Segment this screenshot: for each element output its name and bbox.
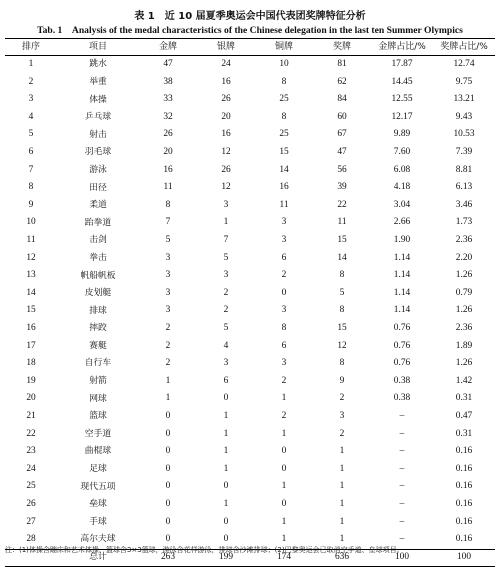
table-cell: 7.39	[455, 147, 473, 158]
table-cell: 84	[337, 94, 347, 105]
column-header: 银牌	[197, 39, 255, 56]
table-cell: 15	[337, 323, 347, 333]
table-cell: 26	[221, 94, 231, 105]
table-row	[5, 197, 495, 215]
total-cell: 100	[433, 549, 495, 566]
table-cell: 8	[339, 305, 345, 316]
table-cell: 赛艇	[89, 340, 107, 351]
table-cell: 1.14	[393, 287, 411, 298]
table-cell: 0	[223, 534, 229, 545]
table-cell: 6	[281, 252, 287, 263]
table-cell: 20	[163, 147, 173, 158]
table-cell: 排球	[89, 305, 107, 316]
table-cell: 0.16	[455, 463, 473, 474]
table-cell: 2	[165, 358, 171, 369]
table-cell: 12	[221, 147, 231, 158]
table-cell: 柔道	[89, 200, 107, 211]
table-cell: 0.16	[455, 534, 473, 545]
table-row	[5, 267, 495, 285]
table-cell: 1.90	[393, 235, 411, 246]
table-row	[5, 56, 495, 74]
table-cell: 0.16	[455, 516, 473, 527]
table-cell: 2	[281, 270, 287, 281]
table-cell: 2.36	[455, 323, 473, 333]
table-cell: 1	[339, 481, 345, 492]
table-cell: 5	[223, 323, 229, 333]
table-cell: 1.42	[455, 375, 473, 386]
table-cell: 18	[26, 358, 36, 369]
table-cell: 9	[28, 199, 34, 210]
table-footnote: 注：(1)体操含蹦床和艺术体操，篮球含3×3篮球，游泳含花样游泳，排球含沙滩排球；(2)巴黎奥运会已取消空手道、垒球项目。	[5, 546, 404, 554]
table-cell: 7	[223, 235, 229, 246]
table-cell: 14	[26, 287, 36, 298]
table-cell: –	[399, 481, 405, 492]
table-cell: 11	[337, 217, 347, 228]
table-cell: 体操	[89, 94, 107, 105]
table-cell: 56	[337, 164, 347, 175]
table-cell: 网球	[89, 393, 107, 404]
table-cell: 17.87	[391, 59, 413, 70]
table-cell: 47	[163, 59, 173, 70]
table-cell: 0	[165, 534, 171, 545]
table-cell: 射击	[89, 129, 107, 140]
table-cell: 1.14	[393, 252, 411, 263]
table-cell: –	[399, 516, 405, 527]
table-cell: 7	[165, 217, 171, 228]
table-cell: 0	[223, 481, 229, 492]
table-cell: 47	[337, 147, 347, 158]
table-cell: 1.89	[455, 340, 473, 351]
table-row	[5, 162, 495, 180]
table-cell: 1	[223, 498, 229, 509]
table-cell: 3.46	[455, 199, 473, 210]
table-cell: 现代五项	[80, 481, 116, 492]
table-cell: 10	[26, 217, 36, 228]
table-cell: 25	[279, 129, 289, 140]
table-cell: 0.16	[455, 481, 473, 492]
table-cell: 17	[26, 340, 36, 351]
table-cell: 自行车	[84, 358, 112, 369]
table-title-chinese: 表 1 近 10 届夏季奥运会中国代表团奖牌特征分析	[134, 11, 366, 22]
column-header: 奖牌	[313, 39, 371, 56]
table-cell: 12	[26, 252, 36, 263]
table-cell: 16	[221, 129, 231, 140]
table-cell: 0.47	[455, 410, 473, 421]
table-row	[5, 513, 495, 531]
table-cell: 0	[165, 481, 171, 492]
table-cell: 射箭	[89, 376, 107, 387]
table-row	[5, 91, 495, 109]
table-cell: 32	[163, 111, 173, 122]
table-row	[5, 320, 495, 338]
table-body	[5, 56, 495, 567]
table-cell: 1.73	[455, 217, 473, 228]
table-cell: 16	[221, 76, 231, 87]
table-cell: 3	[165, 287, 171, 298]
total-cell: 199	[197, 549, 255, 566]
table-cell: –	[399, 534, 405, 545]
table-cell: 1	[281, 428, 287, 439]
table-cell: –	[399, 410, 405, 421]
table-cell: 6.13	[455, 182, 473, 193]
table-cell: 9.43	[455, 111, 473, 122]
table-cell: 0.16	[455, 446, 473, 457]
table-cell: 13	[26, 270, 36, 281]
table-cell: 1	[281, 516, 287, 527]
table-cell: 12.17	[391, 111, 413, 122]
table-cell: 2	[223, 305, 229, 316]
table-cell: 23	[26, 446, 36, 457]
table-row	[5, 109, 495, 127]
column-header: 奖牌占比/%	[433, 39, 495, 56]
table-row	[5, 179, 495, 197]
table-cell: 24	[221, 59, 231, 70]
table-cell: 0.31	[455, 393, 473, 404]
table-cell: 24	[26, 463, 36, 474]
table-cell: 9.89	[393, 129, 411, 140]
table-cell: 14	[337, 252, 347, 263]
table-cell: 9.75	[455, 76, 473, 87]
table-cell: 38	[163, 76, 173, 87]
table-cell: 0	[281, 498, 287, 509]
table-cell: 2	[281, 375, 287, 386]
table-cell: 8	[165, 199, 171, 210]
table-cell: 10	[279, 59, 289, 70]
table-cell: 垒球	[89, 499, 107, 510]
table-cell: 2	[339, 428, 345, 439]
table-cell: 1.14	[393, 270, 411, 281]
table-cell: 15	[279, 147, 289, 158]
table-cell: 0	[165, 498, 171, 509]
table-title-english: Tab. 1 Analysis of the medal characteristics of the Chinese delegation in the last ten Summer Olympics	[37, 25, 463, 36]
table-cell: 3	[281, 235, 287, 246]
table-cell: –	[399, 498, 405, 509]
table-row	[5, 126, 495, 144]
table-cell: 16	[163, 164, 173, 175]
table-row	[5, 478, 495, 496]
column-header: 项目	[57, 39, 139, 56]
table-cell: 12	[221, 182, 231, 193]
table-cell: 举重	[89, 76, 107, 87]
table-row	[5, 496, 495, 514]
table-cell: 3	[28, 94, 34, 105]
total-cell: 100	[371, 549, 433, 566]
table-cell: 20	[221, 111, 231, 122]
total-cell: 636	[313, 549, 371, 566]
column-header: 排序	[5, 39, 57, 56]
table-cell: 1	[339, 534, 345, 545]
column-header: 铜牌	[255, 39, 313, 56]
table-cell: 1	[223, 428, 229, 439]
table-cell: 0	[281, 287, 287, 298]
table-row	[5, 232, 495, 250]
table-cell: 1	[339, 446, 345, 457]
table-cell: 5	[223, 252, 229, 263]
table-cell: 3	[223, 270, 229, 281]
table-cell: 6	[28, 147, 34, 158]
table-cell: 游泳	[89, 164, 107, 175]
table-cell: 1	[165, 393, 171, 404]
table-row	[5, 285, 495, 303]
table-cell: 0	[165, 463, 171, 474]
table-cell: 13.21	[453, 94, 475, 105]
table-cell: 3	[223, 358, 229, 369]
table-cell: 跳水	[89, 59, 107, 70]
table-cell: 3	[165, 305, 171, 316]
table-cell: 12.74	[453, 59, 475, 70]
table-cell: 3.04	[393, 199, 411, 210]
table-cell: 3	[165, 270, 171, 281]
table-cell: 2.20	[455, 252, 473, 263]
table-cell: 6.08	[393, 164, 411, 175]
table-cell: 2	[165, 340, 171, 351]
table-cell: 0	[165, 410, 171, 421]
table-cell: 11	[279, 199, 289, 210]
table-cell: 15	[337, 235, 347, 246]
table-cell: 1	[339, 498, 345, 509]
table-cell: 1	[281, 534, 287, 545]
table-cell: 1.26	[455, 270, 473, 281]
table-cell: 14	[279, 164, 289, 175]
table-cell: 16	[279, 182, 289, 193]
table-cell: 2	[339, 393, 345, 404]
table-cell: 0.76	[393, 358, 411, 369]
table-row	[5, 461, 495, 479]
table-cell: 4	[28, 111, 34, 122]
header-row	[5, 39, 495, 56]
table-row	[5, 144, 495, 162]
table-cell: 8	[281, 76, 287, 87]
table-cell: 67	[337, 129, 347, 140]
table-cell: 跆拳道	[84, 217, 112, 228]
table-cell: 1.26	[455, 358, 473, 369]
table-cell: 26	[163, 129, 173, 140]
table-cell: 0	[281, 463, 287, 474]
table-cell: 8	[339, 358, 345, 369]
table-cell: 16	[26, 323, 36, 333]
table-cell: 1	[223, 217, 229, 228]
table-row	[5, 355, 495, 373]
total-cell: 总计	[57, 549, 139, 566]
table-cell: 0.38	[393, 375, 411, 386]
table-cell: 62	[337, 76, 347, 87]
table-cell: 1	[223, 410, 229, 421]
table-cell: 3	[281, 358, 287, 369]
table-cell: 27	[26, 516, 36, 527]
table-cell: 1	[165, 375, 171, 386]
table-cell: 10.53	[453, 129, 475, 140]
table-cell: 25	[279, 94, 289, 105]
table-cell: 0.38	[393, 393, 411, 404]
table-cell: 12	[337, 340, 347, 351]
table-row	[5, 74, 495, 92]
column-header: 金牌占比/%	[371, 39, 433, 56]
table-cell: 20	[26, 393, 36, 404]
table-cell: 6	[223, 375, 229, 386]
table-cell: 击剑	[89, 235, 107, 246]
table-row	[5, 302, 495, 320]
table-cell: 拳击	[89, 252, 107, 263]
table-cell: 0.76	[393, 340, 411, 351]
table-cell: 1	[223, 463, 229, 474]
table-cell: 11	[26, 235, 36, 246]
table-cell: 8	[339, 270, 345, 281]
table-row	[5, 338, 495, 356]
table-cell: 2	[223, 287, 229, 298]
table-cell: 9	[339, 375, 345, 386]
table-cell: 手球	[89, 516, 107, 527]
table-cell: 3	[165, 252, 171, 263]
table-cell: 0	[165, 446, 171, 457]
table-cell: 1	[339, 516, 345, 527]
table-cell: 15	[26, 305, 36, 316]
table-cell: 2	[281, 410, 287, 421]
table-cell: 羽毛球	[84, 147, 112, 158]
table-cell: 26	[221, 164, 231, 175]
table-cell: –	[399, 446, 405, 457]
table-cell: 3	[223, 199, 229, 210]
table-cell: 5	[165, 235, 171, 246]
table-row	[5, 390, 495, 408]
table-cell: 足球	[89, 464, 107, 475]
table-cell: 0.31	[455, 428, 473, 439]
table-cell: 12.55	[391, 94, 413, 105]
table-cell: 28	[26, 534, 36, 545]
table-cell: 3	[281, 217, 287, 228]
table-row	[5, 408, 495, 426]
table-cell: 4.18	[393, 182, 411, 193]
table-cell: 0	[165, 516, 171, 527]
table-cell: 6	[281, 340, 287, 351]
table-cell: 4	[223, 340, 229, 351]
table-cell: 1	[281, 481, 287, 492]
table-cell: 高尔夫球	[80, 534, 116, 545]
table-cell: 篮球	[89, 411, 107, 422]
table-row	[5, 443, 495, 461]
table-cell: 2.66	[393, 217, 411, 228]
medal-table	[5, 38, 495, 567]
total-cell: 263	[139, 549, 197, 566]
table-cell: 22	[26, 428, 36, 439]
table-cell: 8.81	[455, 164, 473, 175]
table-cell: 25	[26, 481, 36, 492]
table-cell: 乒乓球	[84, 112, 112, 123]
table-cell: –	[399, 428, 405, 439]
table-cell: 0	[223, 393, 229, 404]
table-cell: 1	[339, 463, 345, 474]
table-cell: 2.36	[455, 235, 473, 246]
table-cell: 7	[28, 164, 34, 175]
table-cell: 田径	[89, 182, 107, 193]
table-cell: 帆船帆板	[80, 270, 116, 281]
table-cell: 1	[223, 446, 229, 457]
table-cell: 0.76	[393, 323, 411, 333]
table-cell: 14.45	[391, 76, 413, 87]
table-cell: 33	[163, 94, 173, 105]
table-cell: 1	[281, 393, 287, 404]
table-cell: 5	[339, 287, 345, 298]
table-cell: 3	[339, 410, 345, 421]
table-cell: –	[399, 463, 405, 474]
table-cell: 21	[26, 410, 36, 421]
table-cell: 5	[28, 129, 34, 140]
table-cell: 0	[223, 516, 229, 527]
column-header: 金牌	[139, 39, 197, 56]
table-cell: 22	[337, 199, 347, 210]
table-row	[5, 425, 495, 443]
table-cell: 0	[281, 446, 287, 457]
table-cell: 19	[26, 375, 36, 386]
table-cell: 11	[163, 182, 173, 193]
table-row	[5, 373, 495, 391]
table-cell: 皮划艇	[84, 288, 112, 299]
table-cell: 8	[28, 182, 34, 193]
table-cell: 26	[26, 498, 36, 509]
table-cell: 摔跤	[89, 323, 107, 334]
table-cell: 8	[281, 111, 287, 122]
table-cell: 7.60	[393, 147, 411, 158]
table-cell: 3	[281, 305, 287, 316]
total-cell: 174	[255, 549, 313, 566]
table-cell: 空手道	[84, 428, 112, 439]
table-cell: 曲棍球	[84, 446, 112, 457]
table-cell: 1	[28, 59, 34, 70]
table-cell: 0	[165, 428, 171, 439]
table-cell: 0.79	[455, 287, 473, 298]
table-cell: 2	[165, 323, 171, 333]
table-cell: 2	[28, 76, 34, 87]
table-row	[5, 214, 495, 232]
table-cell: 1.26	[455, 305, 473, 316]
table-cell: 60	[337, 111, 347, 122]
table-cell: 81	[337, 59, 347, 70]
table-cell: 39	[337, 182, 347, 193]
table-cell: 8	[281, 323, 287, 333]
table-cell: 1.14	[393, 305, 411, 316]
table-cell: 0.16	[455, 498, 473, 509]
table-row	[5, 250, 495, 268]
